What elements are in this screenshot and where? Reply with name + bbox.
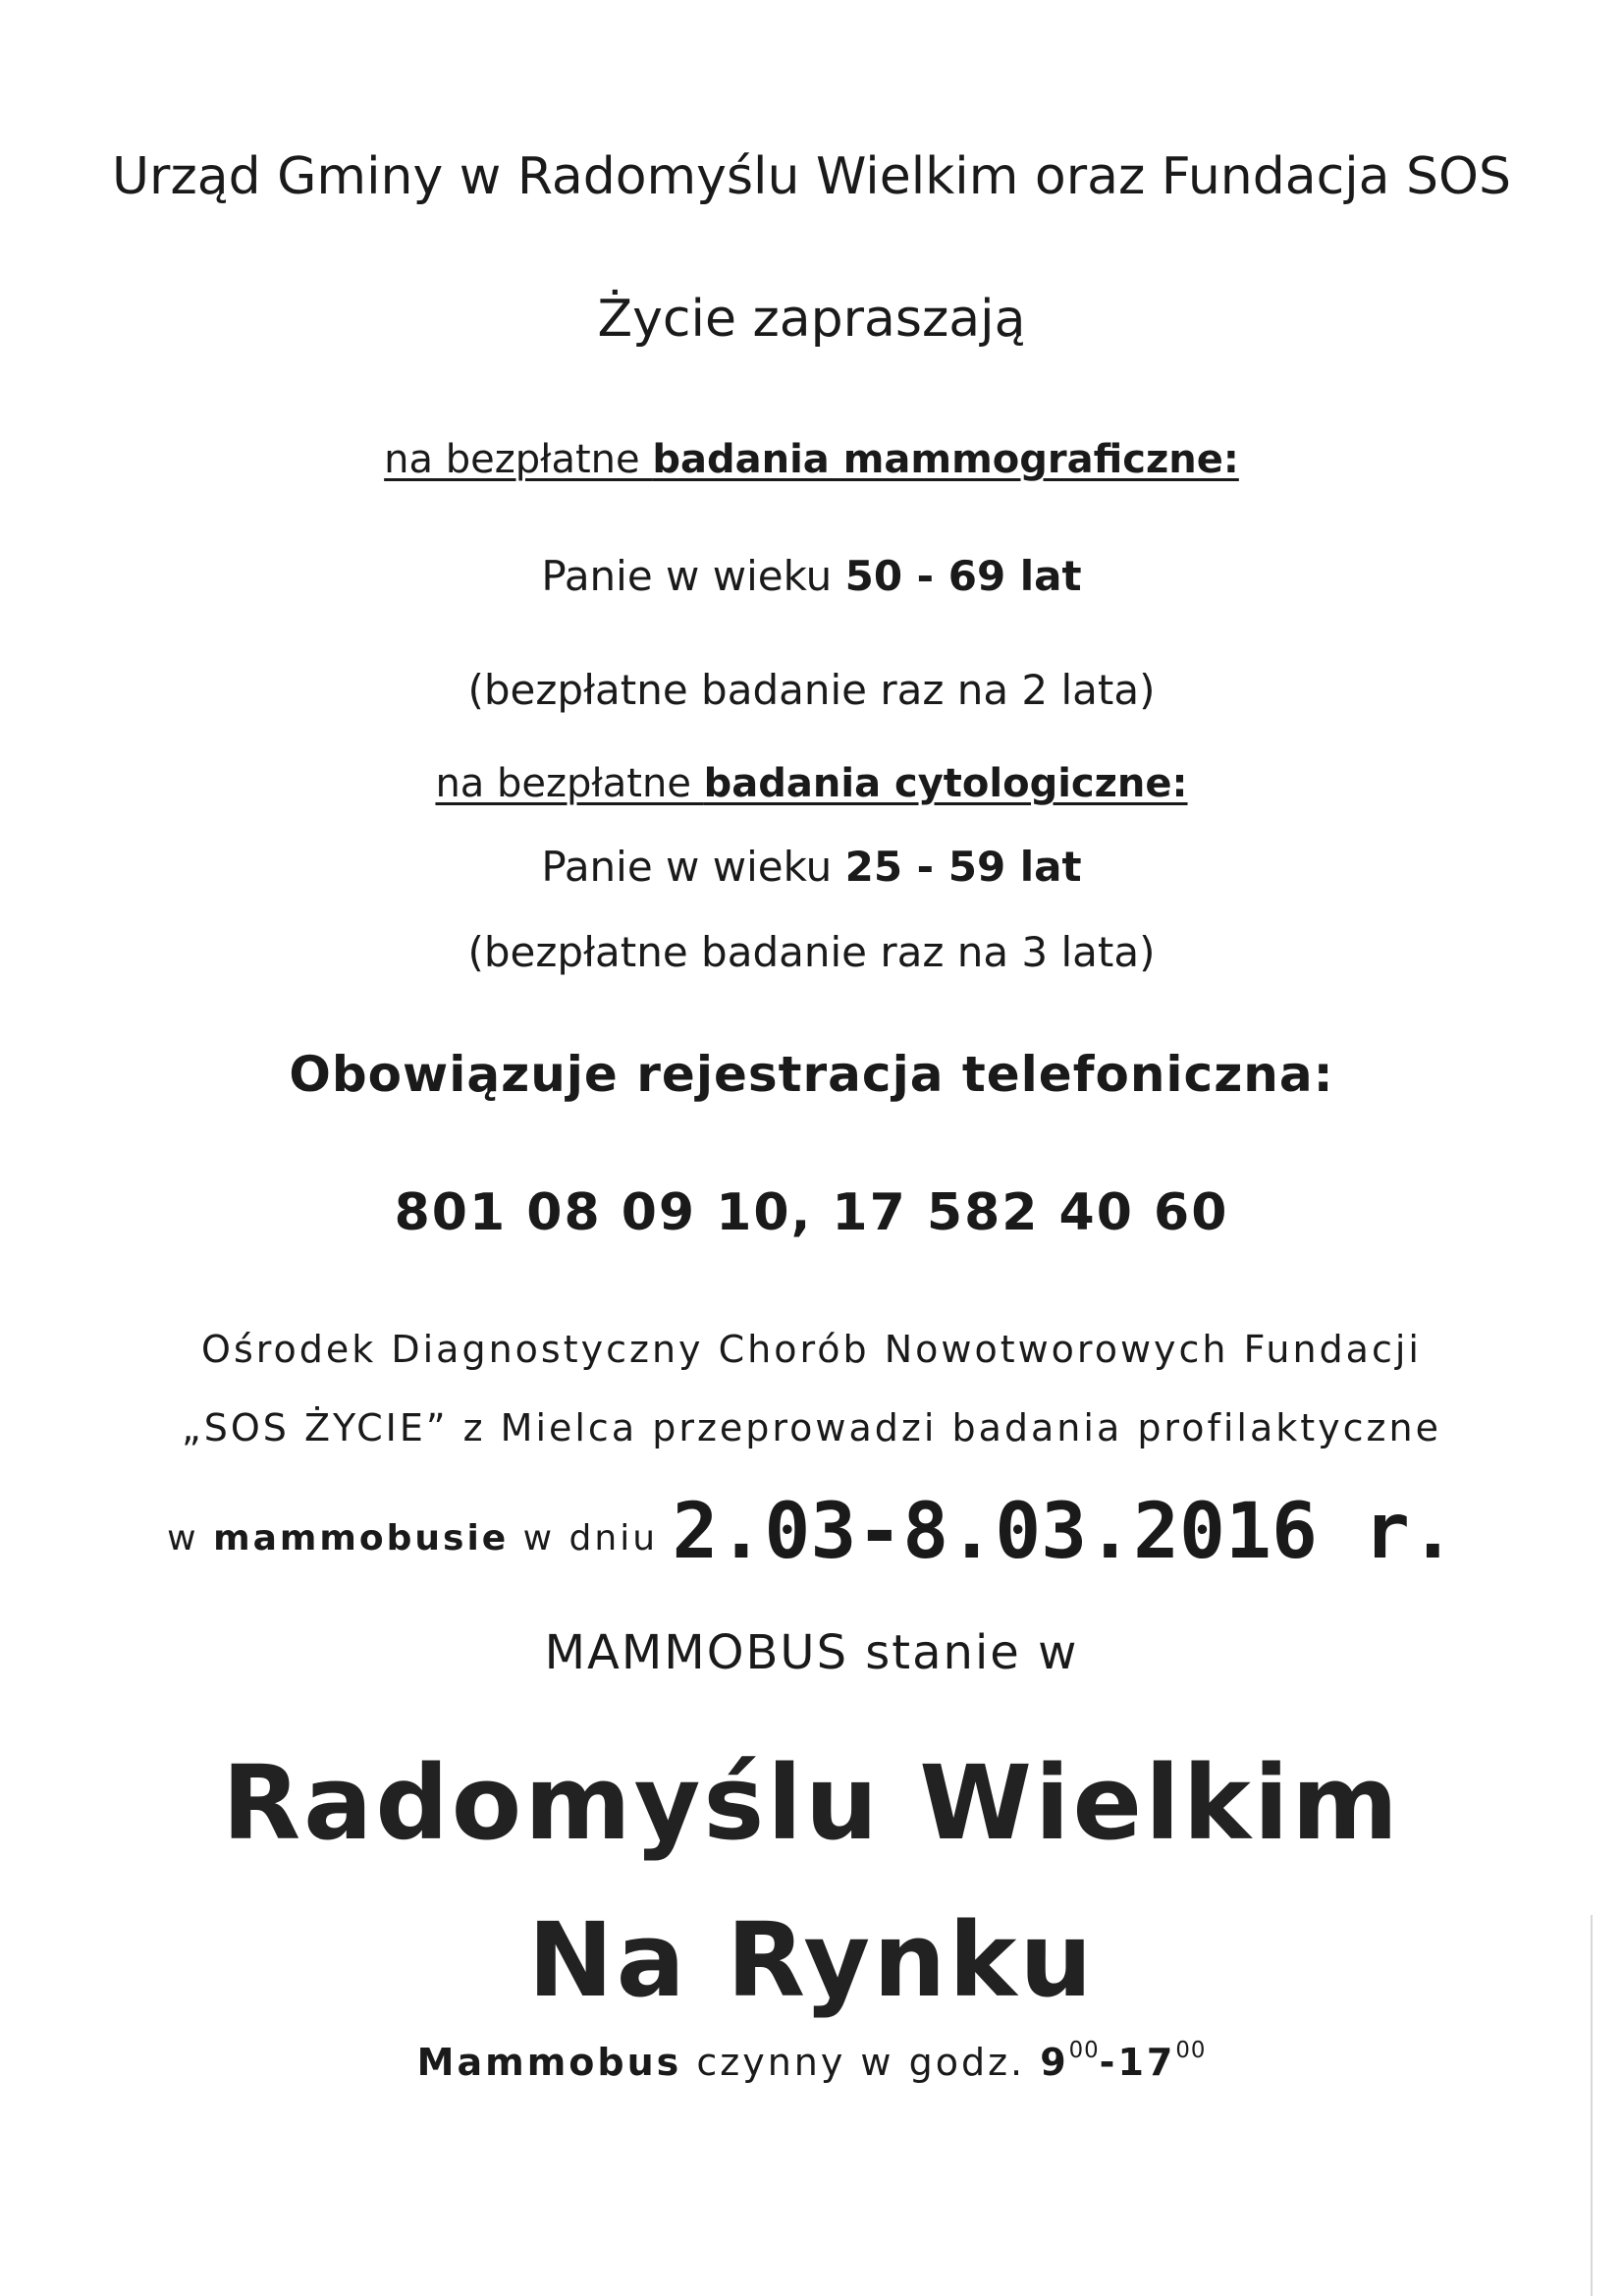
- organizer-w-prefix: w: [167, 1518, 214, 1558]
- registration-phones: 801 08 09 10, 17 582 40 60: [394, 1183, 1229, 1242]
- hours-start-hour: 9: [1040, 2041, 1069, 2085]
- cytology-age-range: 25 - 59 lat: [844, 843, 1082, 891]
- hours-end-min: 00: [1175, 2038, 1207, 2063]
- hours-end-hour: 17: [1117, 2041, 1176, 2085]
- organizer-mammobusie: mammobusie: [213, 1518, 510, 1558]
- hours-dash: -: [1099, 2041, 1118, 2085]
- cytology-intro: na bezpłatne: [435, 761, 704, 806]
- hours-start-min: 00: [1068, 2038, 1100, 2063]
- cytology-age-prefix: Panie w wieku: [541, 843, 845, 891]
- location-intro: MAMMOBUS stanie w: [544, 1625, 1079, 1680]
- header-line-1: Urząd Gminy w Radomyślu Wielkim oraz Fundacja SOS: [112, 147, 1511, 206]
- hours-label-bold: Mammobus: [416, 2041, 682, 2085]
- cytology-title: badania cytologiczne:: [703, 761, 1188, 806]
- header-line-2: Życie zapraszają: [597, 290, 1026, 349]
- registration-heading: Obowiązuje rejestracja telefoniczna:: [289, 1046, 1334, 1103]
- opening-hours: [0, 2038, 1623, 2084]
- mammography-heading: [0, 437, 1623, 482]
- organizer-line-1: Ośrodek Diagnostyczny Chorób Nowotworowych Fundacji: [201, 1328, 1422, 1371]
- mammography-frequency: (bezpłatne badanie raz na 2 lata): [467, 666, 1156, 714]
- organizer-line-2: „SOS ŻYCIE” z Mielca przeprowadzi badania profilaktyczne: [182, 1406, 1441, 1449]
- location-place: Radomyślu Wielkim: [222, 1743, 1401, 1863]
- location-spot: Na Rynku: [527, 1900, 1096, 2020]
- cytology-frequency: (bezpłatne badanie raz na 3 lata): [467, 928, 1156, 976]
- mammography-age-range: 50 - 69 lat: [844, 552, 1082, 600]
- mammography-title: badania mammograficzne:: [652, 437, 1239, 482]
- cytology-age: [0, 843, 1623, 891]
- hours-label-rest: czynny w godz.: [681, 2041, 1041, 2085]
- cytology-heading: [0, 761, 1623, 806]
- mammography-age: [0, 552, 1623, 600]
- event-date: 2.03-8.03.2016 r.: [672, 1488, 1456, 1576]
- organizer-date-line: [0, 1488, 1623, 1576]
- organizer-date-prefix: w dniu: [509, 1518, 673, 1558]
- mammography-age-prefix: Panie w wieku: [541, 552, 845, 600]
- mammography-intro: na bezpłatne: [384, 437, 653, 482]
- scan-edge-line: [1591, 1915, 1593, 2296]
